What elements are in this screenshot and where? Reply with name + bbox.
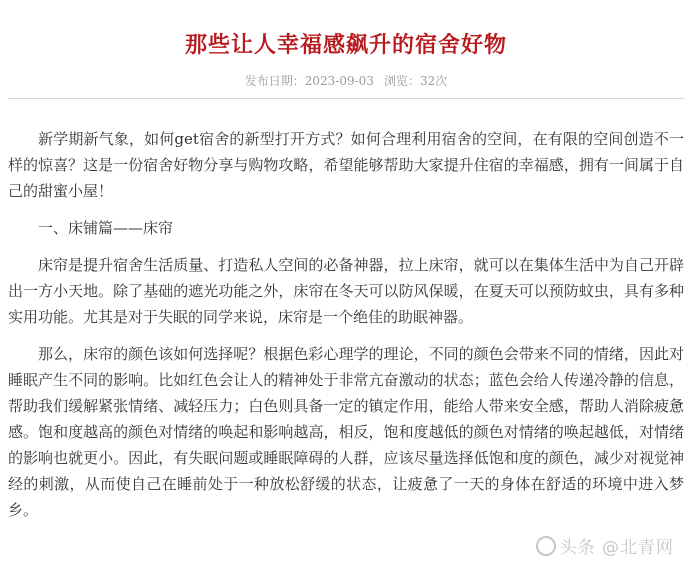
intro-paragraph: 新学期新气象，如何get宿舍的新型打开方式？如何合理利用宿舍的空间，在有限的空间创造不一样的惊喜？这是一份宿舍好物分享与购物攻略，希望能够帮助大家提升住宿的幸福感，拥有一间属于自己的甜蜜小屋！: [8, 130, 684, 200]
article-title: 那些让人幸福感飙升的宿舍好物: [184, 32, 507, 58]
article-meta: [0, 72, 692, 90]
section-heading: 一、床铺篇——床帘: [38, 219, 174, 237]
watermark-logo-icon: [536, 536, 556, 556]
body-paragraph: 那么，床帘的颜色该如何选择呢？根据色彩心理学的理论，不同的颜色会带来不同的情绪，因此对睡眠产生不同的影响。比如红色会让人的精神处于非常亢奋激动的状态；蓝色会给人传递冷静的信息，帮助我们缓解紧张情绪、减轻压力；白色则具备一定的镇定作用，能给人带来安全感，帮助人消除疲惫感。饱和度越高的颜色对情绪的唤起和影响越高，相反，饱和度越低的颜色对情绪的唤起越低，对情绪的影响也就更小。因此，有失眠问题或睡眠障碍的人群，应该尽量选择低饱和度的颜色，减少对视觉神经的刺激，从而使自己在睡前处于一种放松舒缓的状态，让疲惫了一天的身体在舒适的环境中进入梦乡。: [8, 345, 684, 519]
article-body: [8, 126, 684, 534]
body-paragraph: 床帘是提升宿舍生活质量、打造私人空间的必备神器，拉上床帘，就可以在集体生活中为自己开辟出一方小天地。除了基础的遮光功能之外，床帘在冬天可以防风保暖，在夏天可以预防蚊虫，具有多种实用功能。尤其是对于失眠的同学来说，床帘是一个绝佳的助眠神器。: [8, 256, 684, 326]
header-divider: [8, 98, 684, 99]
watermark-text: 头条 @北青网: [559, 538, 674, 558]
publish-date-label: 发布日期：: [244, 74, 305, 88]
views-label: 浏览：: [383, 74, 420, 88]
views-count: 32次: [419, 74, 448, 88]
publish-date: 2023-09-03: [304, 74, 374, 88]
watermark: [536, 533, 674, 558]
